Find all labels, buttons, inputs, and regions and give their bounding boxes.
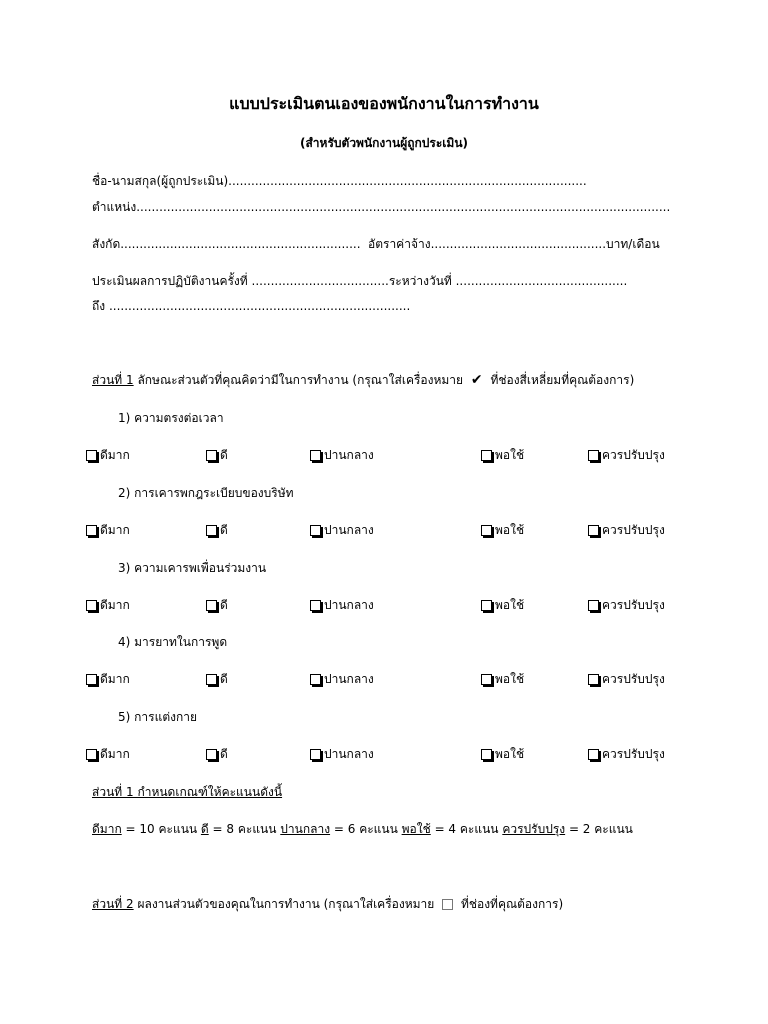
document-subtitle: (สำหรับตัวพนักงานผู้ถูกประเมิน) [300,136,468,150]
to-date-field: ถึง ............................................................................... [92,299,411,313]
name-field: ชื่อ-นามสกุล(ผู้ถูกประเมิน).............................................................................................. [92,174,587,188]
empty-box-icon [442,899,453,910]
check-mark-icon: ✔ [470,372,483,388]
criteria-term: ปานกลาง [280,822,331,836]
option-acceptable[interactable] [481,670,524,689]
option-very-good[interactable] [86,745,130,764]
option-label: ควรปรับปรุง [602,747,665,761]
option-good[interactable] [206,596,228,615]
criteria-line [92,820,633,839]
evaluation-round-field: ประเมินผลการปฏิบัติงานครั้งที่ ....................................ระหว่างวันที่ ............................................. [92,274,628,288]
option-very-good[interactable] [86,521,130,540]
criteria-score: = 6 คะแนน [330,822,402,836]
option-needs-improvement[interactable] [588,446,665,465]
option-fair[interactable] [310,745,374,764]
option-label: พอใช้ [495,523,525,537]
option-acceptable[interactable] [481,596,524,615]
option-needs-improvement[interactable] [588,670,665,689]
checkbox-icon[interactable] [86,525,97,536]
option-label: ดีมาก [100,598,130,612]
criteria-heading: ส่วนที่ 1 กำหนดเกณฑ์ให้คะแนนดังนี้ [92,785,283,799]
checkbox-icon[interactable] [310,749,321,760]
checkbox-icon[interactable] [481,749,492,760]
checkbox-icon[interactable] [86,600,97,611]
checkbox-icon[interactable] [588,450,599,461]
checkbox-icon[interactable] [481,525,492,536]
checkbox-icon[interactable] [588,749,599,760]
option-acceptable[interactable] [481,521,524,540]
option-label: ควรปรับปรุง [602,523,665,537]
option-label: ดีมาก [100,747,130,761]
criteria-score: = 2 คะแนน [565,822,633,836]
option-label: พอใช้ [495,747,525,761]
question-label: 5) การแต่งกาย [118,710,198,724]
position-field: ตำแหน่ง............................................................................................................................................ [92,200,671,214]
option-label: ควรปรับปรุง [602,448,665,462]
option-acceptable[interactable] [481,446,524,465]
question-label: 3) ความเคารพเพื่อนร่วมงาน [118,561,267,575]
option-good[interactable] [206,521,228,540]
checkbox-icon[interactable] [588,674,599,685]
option-needs-improvement[interactable] [588,745,665,764]
checkbox-icon[interactable] [310,450,321,461]
checkbox-icon[interactable] [310,674,321,685]
part1-heading-text-end: ที่ช่องสี่เหลี่ยมที่คุณต้องการ) [486,373,635,387]
option-label: ดี [220,523,228,537]
option-label: พอใช้ [495,672,525,686]
option-fair[interactable] [310,446,374,465]
option-good[interactable] [206,446,228,465]
question-label: 1) ความตรงต่อเวลา [118,411,224,425]
criteria-score: = 8 คะแนน [208,822,281,836]
option-fair[interactable] [310,596,374,615]
option-label: พอใช้ [495,448,525,462]
part2-heading-text-end: ที่ช่องที่คุณต้องการ) [457,897,564,911]
document-title: แบบประเมินตนเองของพนักงานในการทำงาน [229,94,539,113]
question-label: 4) มารยาทในการพูด [118,635,228,649]
checkbox-icon[interactable] [206,450,217,461]
option-label: พอใช้ [495,598,525,612]
option-label: ควรปรับปรุง [602,598,665,612]
option-label: ดี [220,448,228,462]
option-needs-improvement[interactable] [588,596,665,615]
checkbox-icon[interactable] [310,600,321,611]
part2-heading-text: ผลงานส่วนตัวของคุณในการทำงาน (กรุณาใส่เครื่องหมาย [133,897,439,911]
checkbox-icon[interactable] [588,525,599,536]
department-field: สังกัด............................................................... [92,237,361,251]
checkbox-icon[interactable] [86,674,97,685]
option-good[interactable] [206,745,228,764]
option-label: ดีมาก [100,448,130,462]
option-label: ดีมาก [100,523,130,537]
criteria-score: = 4 คะแนน [430,822,503,836]
option-very-good[interactable] [86,596,130,615]
salary-field: อัตราค่าจ้าง..............................................บาท/เดือน [368,237,660,251]
criteria-score: = 10 คะแนน [121,822,201,836]
part1-heading [92,371,634,390]
option-label: ปานกลาง [324,672,374,686]
option-label: ปานกลาง [324,747,374,761]
checkbox-icon[interactable] [86,749,97,760]
option-label: ปานกลาง [324,523,374,537]
part1-heading-text: ลักษณะส่วนตัวที่คุณคิดว่ามีในการทำงาน (กรุณาใส่เครื่องหมาย [133,373,467,387]
checkbox-icon[interactable] [481,674,492,685]
option-label: ดี [220,598,228,612]
option-label: ควรปรับปรุง [602,672,665,686]
checkbox-icon[interactable] [481,600,492,611]
criteria-term: ดี [200,822,209,836]
criteria-term: ควรปรับปรุง [502,822,566,836]
option-label: ดี [220,672,228,686]
option-very-good[interactable] [86,446,130,465]
checkbox-icon[interactable] [310,525,321,536]
checkbox-icon[interactable] [206,674,217,685]
checkbox-icon[interactable] [86,450,97,461]
option-fair[interactable] [310,521,374,540]
checkbox-icon[interactable] [588,600,599,611]
option-label: ดี [220,747,228,761]
criteria-term: พอใช้ [401,822,431,836]
option-label: ดีมาก [100,672,130,686]
option-acceptable[interactable] [481,745,524,764]
option-very-good[interactable] [86,670,130,689]
checkbox-icon[interactable] [481,450,492,461]
part2-label: ส่วนที่ 2 [92,897,134,911]
option-good[interactable] [206,670,228,689]
question-label: 2) การเคารพกฎระเบียบของบริษัท [118,486,294,500]
part1-label: ส่วนที่ 1 [92,373,134,387]
option-label: ปานกลาง [324,448,374,462]
option-fair[interactable] [310,670,374,689]
checkbox-icon[interactable] [206,749,217,760]
criteria-term: ดีมาก [92,822,122,836]
part2-heading [92,895,563,914]
option-needs-improvement[interactable] [588,521,665,540]
checkbox-icon[interactable] [206,525,217,536]
option-label: ปานกลาง [324,598,374,612]
checkbox-icon[interactable] [206,600,217,611]
